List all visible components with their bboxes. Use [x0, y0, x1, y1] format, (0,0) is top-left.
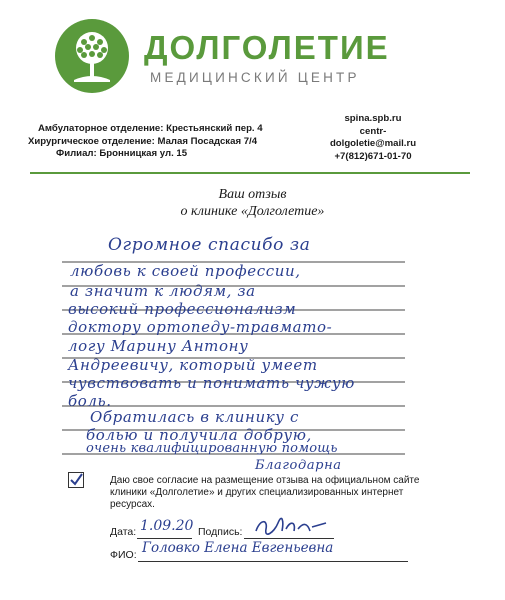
website: spina.spb.ru	[344, 113, 402, 124]
checkmark-icon	[69, 473, 83, 487]
review-line: высокий профессионализм	[68, 300, 297, 318]
address-line: Хирургическое отделение: Малая Посадская 7/4	[28, 135, 258, 147]
review-line: чувствовать и понимать чужую	[68, 374, 355, 392]
form-subtitle: о клинике «Долголетие»	[180, 204, 325, 219]
fio-field-line	[138, 561, 408, 562]
signature-label: Подпись:	[198, 526, 243, 538]
review-line: болью и получила добрую,	[86, 426, 312, 444]
fio-label: ФИО:	[110, 549, 137, 561]
review-line: а значит к людям, за	[70, 282, 256, 300]
fio-value: Головко Елена Евгеньевна	[142, 540, 334, 556]
consent-text: Даю свое согласие на размещение отзыва на официальном сайте клиники «Долголетие» и других специализированных интернет ресурсах.	[110, 475, 420, 510]
review-line: любовь к своей профессии,	[70, 262, 301, 280]
brand-name: ДОЛГОЛЕТИЕ	[144, 29, 390, 66]
brand-subtitle: МЕДИЦИНСКИЙ ЦЕНТР	[150, 70, 360, 85]
form-title: Ваш отзыв	[218, 187, 287, 202]
address-line: Филиал: Бронницкая ул. 15	[56, 148, 188, 159]
phone: +7(812)671-01-70	[334, 150, 412, 162]
date-field-line	[137, 538, 192, 539]
review-line: Обратилась в клинику с	[90, 408, 299, 426]
consent-checkbox[interactable]	[68, 472, 84, 488]
review-line: боль.	[68, 392, 112, 410]
review-line: логу Марину Антону	[68, 337, 249, 355]
review-line: доктору ортопеду-травмато-	[68, 318, 333, 336]
address-line: Амбулаторное отделение: Крестьянский пер. 4	[38, 123, 263, 134]
date-label: Дата:	[110, 526, 137, 538]
review-line: Огромное спасибо за	[108, 235, 311, 255]
review-line: очень квалифицированную помощь	[86, 441, 338, 456]
date-value: 1.09.20	[140, 518, 194, 534]
review-line: Благодарна	[255, 458, 342, 473]
email: centr-dolgoletie@mail.ru	[329, 125, 417, 149]
signature-icon	[252, 513, 332, 539]
review-line: Андреевичу, который умеет	[68, 356, 318, 374]
